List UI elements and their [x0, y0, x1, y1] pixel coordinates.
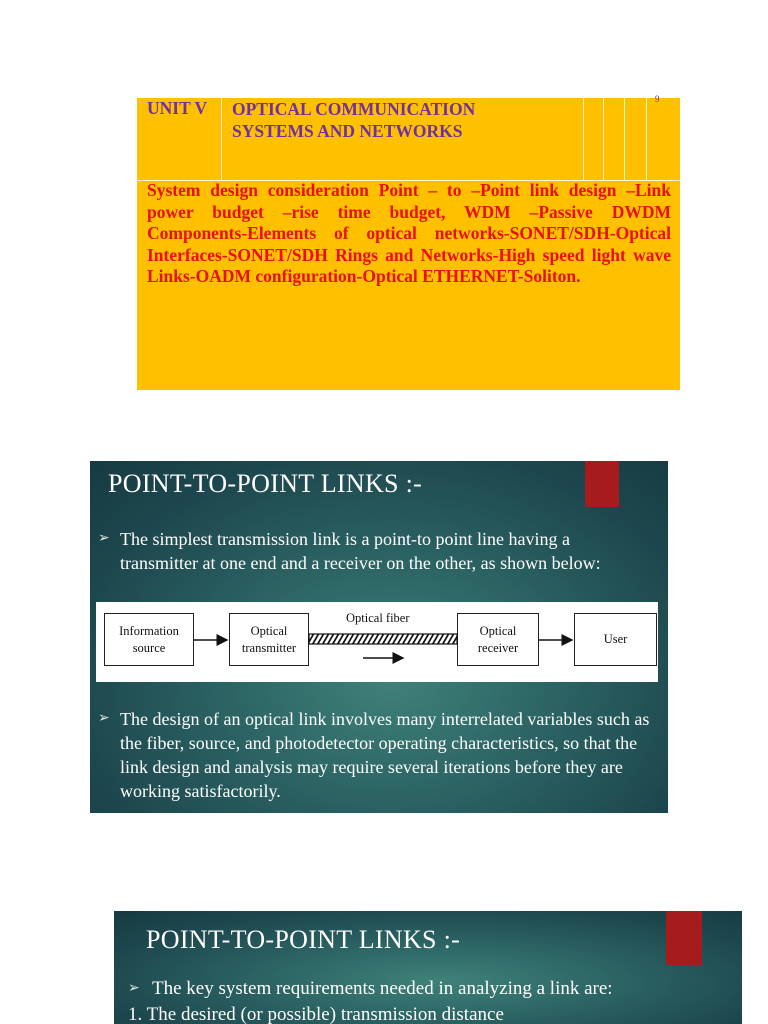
link-arrows: [96, 602, 658, 682]
bullet-text: The key system requirements needed in analyzing a link are:: [152, 978, 613, 999]
box-optical-receiver: Optical receiver: [457, 613, 539, 666]
slide-title: POINT-TO-POINT LINKS :-: [146, 925, 461, 954]
slide-point-to-point: [90, 461, 668, 813]
arrow-bullet-icon: ➢: [98, 711, 110, 726]
box-optical-transmitter: Optical transmitter: [229, 613, 309, 666]
unit-title-line: SYSTEMS AND NETWORKS: [232, 121, 463, 141]
table-divider: [646, 98, 647, 180]
unit-title: [232, 98, 475, 142]
slide-point-to-point-requirements: [114, 911, 742, 1024]
syllabus-table: [137, 94, 680, 390]
bullet-text: The simplest transmission link is a point-to point line having a transmitter at one end and a receiver on the other, as shown below:: [120, 529, 601, 573]
bullet-text: The design of an optical link involves many interrelated variables such as the fiber, source, and photodetector operating characteristics, so that the link design and analysis may require several iterations before they are working satisfactorily.: [120, 709, 650, 801]
optical-fiber-line: [309, 634, 457, 644]
arrow-bullet-icon: ➢: [98, 531, 110, 546]
box-user: User: [574, 613, 657, 666]
fiber-label: Optical fiber: [346, 611, 410, 625]
accent-tab: [666, 911, 702, 965]
slide-title: POINT-TO-POINT LINKS :-: [108, 469, 423, 498]
table-divider: [221, 98, 222, 180]
box-information-source: Information source: [104, 613, 194, 666]
unit-label: UNIT V: [147, 98, 208, 118]
arrow-bullet-icon: ➢: [128, 981, 140, 996]
table-divider: [603, 98, 604, 180]
table-divider: [583, 98, 584, 180]
list-item: 1. The desired (or possible) transmission distance: [128, 1004, 504, 1024]
bullet-item: [98, 707, 650, 803]
table-divider: [624, 98, 625, 180]
unit-title-line: OPTICAL COMMUNICATION: [232, 99, 476, 119]
accent-tab: [585, 461, 619, 507]
link-diagram: [96, 602, 658, 682]
bullet-item: [98, 527, 650, 575]
bullet-item: [128, 977, 742, 1001]
unit-content: System design consideration Point – to –Point link design –Link power budget –rise time budget, WDM –Passive DWDM Components-Elements of optical networks-SONET/SDH-Optical Interfaces-SONET/SDH Rings and Networks-High speed light wave Links-OADM configuration-Optical ETHERNET-Soliton.: [147, 180, 671, 286]
corner-mark: 9: [655, 94, 660, 104]
